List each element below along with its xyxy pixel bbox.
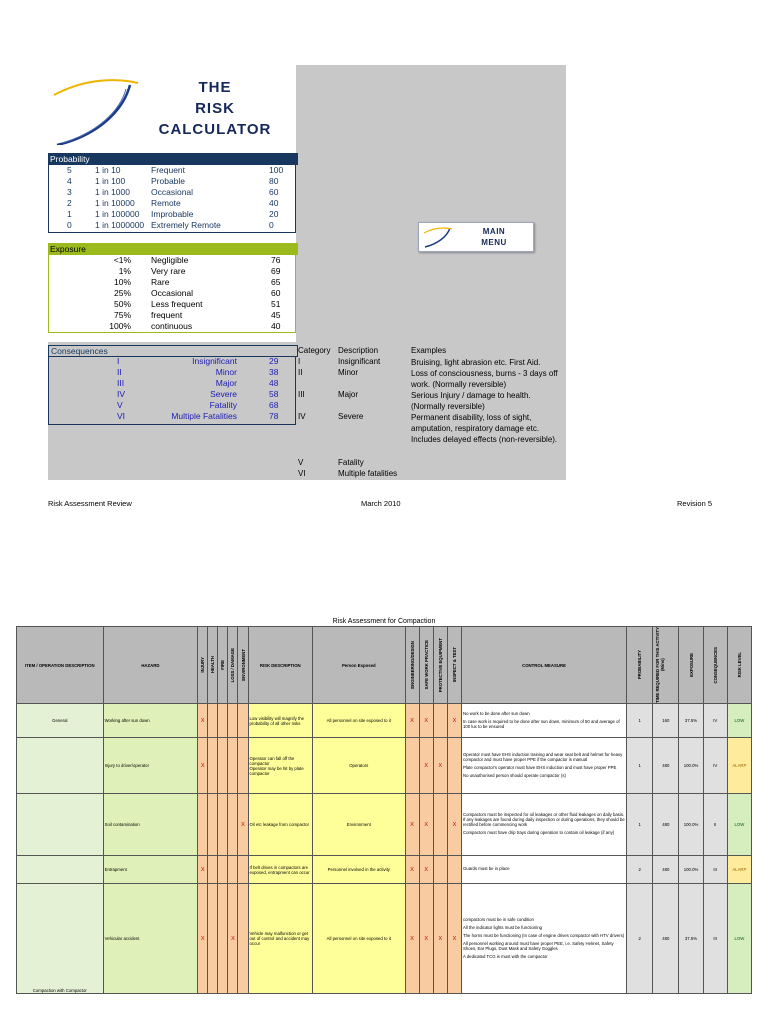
consequences-table xyxy=(48,356,296,425)
probability-odds: 1 in 1000000 xyxy=(95,220,145,230)
risk-description-cell: If belt drives in compactors are exposed, entrapment can occur xyxy=(248,856,312,884)
header-eng-cell xyxy=(405,627,419,704)
header-probability: PROBABILITY xyxy=(637,650,643,680)
exposure-cell: 100.0% xyxy=(679,738,703,794)
exposure-label: Occasional xyxy=(151,288,194,298)
control-measure-line: All the indicator lights must be functioning xyxy=(462,924,543,930)
footer-center: March 2010 xyxy=(361,499,401,508)
header-inspect-cell xyxy=(447,627,461,704)
header-probability-cell xyxy=(627,627,653,704)
category-numeral: II xyxy=(298,368,303,377)
header-person-exposed: Person Exposed xyxy=(312,627,405,704)
consequence-label: Multiple Fatalities xyxy=(171,411,237,421)
exposure-label: Very rare xyxy=(151,266,186,276)
exposure-label: Less frequent xyxy=(151,299,203,309)
loss-mark: X xyxy=(228,884,238,994)
header-risk-level: RISK LEVEL xyxy=(736,652,742,678)
exposure-percent: <1% xyxy=(113,255,131,265)
risk-description-cell: Operator can fall off the compactor Operator may be hit by plate compactor xyxy=(248,738,312,794)
exposure-table xyxy=(48,255,296,333)
health-mark xyxy=(208,738,218,794)
insp-mark xyxy=(447,738,461,794)
header-loss: LOSS / DAMAGE xyxy=(230,647,236,683)
exposure-value: 40 xyxy=(271,321,281,331)
eng-mark: X xyxy=(405,856,419,884)
swoosh-icon xyxy=(423,226,453,248)
category-numeral: VI xyxy=(298,469,306,478)
header-environment: ENVIRONMENT xyxy=(240,649,246,681)
header-consequences: CONSEQUENCES xyxy=(712,646,718,684)
probability-cell: 2 xyxy=(627,856,653,884)
category-numeral: I xyxy=(298,357,301,366)
swp-mark: X xyxy=(419,856,433,884)
control-measure-line: The horns must be functioning (In case of engine drives compactor with HTV drivers) xyxy=(462,932,625,938)
header-inspect-test: INSPECT & TEST xyxy=(451,647,457,683)
control-measure-cell xyxy=(461,884,626,994)
exposure-label: Negligible xyxy=(151,255,189,265)
consequence-label: Severe xyxy=(210,389,237,399)
header-health: HEALTH xyxy=(210,656,216,674)
category-description: Severe xyxy=(338,412,364,421)
health-mark xyxy=(208,884,218,994)
header-item: ITEM / OPERATION DESCRIPTION xyxy=(17,627,104,704)
item-cell xyxy=(17,856,104,884)
control-measure-line: Guards must be in place xyxy=(462,866,510,871)
eng-mark: X xyxy=(405,704,419,738)
consequence-roman: V xyxy=(117,400,123,410)
consequence-value: 58 xyxy=(269,389,279,399)
exposure-value: 45 xyxy=(271,310,281,320)
probability-table xyxy=(48,165,296,233)
health-mark xyxy=(208,794,218,856)
fire-mark xyxy=(218,856,228,884)
probability-cell: 2 xyxy=(627,884,653,994)
header-fire: FIRE xyxy=(220,660,226,670)
main-menu-label xyxy=(467,226,521,248)
title-line-1: THE xyxy=(198,79,232,96)
header-exposure: EXPOSURE xyxy=(688,653,694,677)
item-cell xyxy=(17,794,104,856)
item-cell xyxy=(17,738,104,794)
consequence-roman: VI xyxy=(117,411,126,421)
injury-mark: X xyxy=(198,884,208,994)
header-exposure-cell xyxy=(679,627,703,704)
ppe-mark xyxy=(433,794,447,856)
swoosh-logo-icon xyxy=(52,75,142,145)
exposure-percent: 25% xyxy=(113,288,131,298)
consequence-roman: IV xyxy=(117,389,126,399)
probability-cell: 1 xyxy=(627,794,653,856)
time-cell: 480 xyxy=(653,738,679,794)
probability-row xyxy=(49,187,295,198)
category-numeral: V xyxy=(298,458,304,467)
probability-odds: 1 in 1000 xyxy=(95,187,130,197)
control-measure-line: compactors must be in safe condition xyxy=(462,916,534,922)
category-description: Minor xyxy=(338,368,359,377)
footer-right: Revision 5 xyxy=(677,499,713,508)
person-exposed-cell: All personnel on site exposed to it xyxy=(312,884,405,994)
consequence-roman: I xyxy=(117,356,120,366)
person-exposed-cell: Operators xyxy=(312,738,405,794)
header-loss-cell xyxy=(228,627,238,704)
injury-mark: X xyxy=(198,738,208,794)
ppe-mark: X xyxy=(433,738,447,794)
time-cell: 160 xyxy=(653,704,679,738)
loss-mark xyxy=(228,856,238,884)
injury-mark: X xyxy=(198,856,208,884)
probability-value: 100 xyxy=(269,165,284,175)
exposure-row xyxy=(49,266,295,277)
control-measure-cell xyxy=(461,704,626,738)
hazard-cell: Entrapment xyxy=(103,856,198,884)
probability-label: Improbable xyxy=(151,209,194,219)
loss-mark xyxy=(228,794,238,856)
fire-mark xyxy=(218,704,228,738)
probability-value: 0 xyxy=(269,220,274,230)
header-ppe-cell xyxy=(433,627,447,704)
main-menu-line-2: MENU xyxy=(481,238,507,247)
probability-odds: 1 in 10 xyxy=(95,165,121,175)
header-safe-work-practice: SAFE WORK PRACTICE xyxy=(423,640,429,690)
ppe-mark xyxy=(433,704,447,738)
exposure-heading: Exposure xyxy=(48,243,298,255)
exposure-row xyxy=(49,310,295,321)
probability-cell: 1 xyxy=(627,704,653,738)
risk-assessment-table xyxy=(16,626,752,994)
table-row xyxy=(17,856,752,884)
consequence-roman: III xyxy=(117,378,125,388)
control-measure-line: A dedicated TCG is must with the compactor xyxy=(462,953,548,959)
env-mark: X xyxy=(238,794,248,856)
eng-mark xyxy=(405,738,419,794)
header-protective-equipment: PROTECTIVE EQUIPMENT xyxy=(437,637,443,693)
consequence-cell: II xyxy=(703,794,727,856)
control-measure-line: No work to be done after sun down xyxy=(462,710,530,716)
header-fire-cell xyxy=(218,627,228,704)
consequence-cell: III xyxy=(703,884,727,994)
control-measure-line: No unauthorised person should operate compactor (s) xyxy=(462,772,566,778)
exposure-percent: 75% xyxy=(113,310,131,320)
consequence-value: 38 xyxy=(269,367,279,377)
description-col-header: Description xyxy=(338,346,379,355)
control-measure-cell xyxy=(461,856,626,884)
probability-row xyxy=(49,209,295,220)
probability-value: 60 xyxy=(269,187,279,197)
main-menu-button[interactable] xyxy=(418,222,534,252)
hazard-cell: Soil contamination xyxy=(103,794,198,856)
ppe-mark: X xyxy=(433,884,447,994)
category-example: Permanent disability, loss of sight, amputation, respiratory damage etc. Includes delayed effects (non-reversible). xyxy=(411,413,558,444)
probability-value: 80 xyxy=(269,176,279,186)
category-description: Insignificant xyxy=(338,357,381,366)
consequence-value: 68 xyxy=(269,400,279,410)
consequence-value: 48 xyxy=(269,378,279,388)
swp-mark: X xyxy=(419,884,433,994)
exposure-value: 69 xyxy=(271,266,281,276)
person-exposed-cell: All personnel on site exposed to it xyxy=(312,704,405,738)
assessment-body xyxy=(17,704,752,994)
header-swp-cell xyxy=(419,627,433,704)
time-cell: 480 xyxy=(653,856,679,884)
header-control-measure: CONTROL MEASURE xyxy=(461,627,626,704)
exposure-row xyxy=(49,288,295,299)
header-time-cell xyxy=(653,627,679,704)
title-line-3: CALCULATOR xyxy=(158,121,272,138)
insp-mark: X xyxy=(447,884,461,994)
control-measure-cell xyxy=(461,738,626,794)
category-numeral: III xyxy=(298,390,305,399)
eng-mark: X xyxy=(405,884,419,994)
control-measure-cell xyxy=(461,794,626,856)
consequence-roman: II xyxy=(117,367,122,377)
injury-mark xyxy=(198,794,208,856)
probability-score: 2 xyxy=(67,198,72,208)
swp-mark: X xyxy=(419,794,433,856)
insp-mark: X xyxy=(447,704,461,738)
probability-odds: 1 in 10000 xyxy=(95,198,135,208)
assessment-title: Risk Assessment for Compaction xyxy=(332,618,436,625)
person-exposed-cell: Environment xyxy=(312,794,405,856)
hazard-cell: Working after sun down xyxy=(103,704,198,738)
risk-description-cell: Vehicle may malfunction or get out of control and accident may occur xyxy=(248,884,312,994)
examples-col-header: Examples xyxy=(411,346,447,355)
exposure-label: frequent xyxy=(151,310,183,320)
probability-score: 0 xyxy=(67,220,72,230)
swp-mark: X xyxy=(419,738,433,794)
hazard-cell: Vehicular accident xyxy=(103,884,198,994)
consequences-heading: Consequences xyxy=(48,345,298,357)
probability-value: 40 xyxy=(269,198,279,208)
exposure-percent: 10% xyxy=(113,277,131,287)
consequence-cell: IV xyxy=(703,738,727,794)
probability-label: Occasional xyxy=(151,187,194,197)
risk-description-cell: Low visibility will magnify the probability of all other risks xyxy=(248,704,312,738)
header-injury: INJURY xyxy=(200,657,206,673)
exposure-cell: 37.5% xyxy=(679,884,703,994)
header-hazard: HAZARD xyxy=(103,627,198,704)
exposure-cell: 100.0% xyxy=(679,856,703,884)
consequence-label: Major xyxy=(215,378,237,388)
category-description: Multiple fatalities xyxy=(338,469,398,478)
time-cell: 480 xyxy=(653,884,679,994)
consequence-label: Insignificant xyxy=(192,356,237,366)
exposure-value: 65 xyxy=(271,277,281,287)
exposure-value: 51 xyxy=(271,299,281,309)
category-example: Bruising, light abrasion etc. First Aid. xyxy=(411,358,541,367)
ppe-mark xyxy=(433,856,447,884)
env-mark xyxy=(238,884,248,994)
probability-row xyxy=(49,176,295,187)
loss-mark xyxy=(228,704,238,738)
header-environment-cell xyxy=(238,627,248,704)
exposure-percent: 100% xyxy=(109,321,131,331)
time-cell: 480 xyxy=(653,794,679,856)
control-measure-line: All personnel working around must have proper PEE, i.e. Safety Helmet, Safety Shoes, Ear Plugs, Dust Mask and Safety Goggles xyxy=(462,940,614,951)
probability-score: 4 xyxy=(67,176,72,186)
main-menu-line-1: MAIN xyxy=(482,227,506,236)
exposure-row xyxy=(49,255,295,266)
exposure-value: 60 xyxy=(271,288,281,298)
footer-left: Risk Assessment Review xyxy=(48,499,132,508)
header-consequences-cell xyxy=(703,627,727,704)
table-row xyxy=(17,738,752,794)
risk-level-badge: LOW xyxy=(727,884,751,994)
header-risk-description: RISK DESCRIPTION xyxy=(248,627,312,704)
consequence-row xyxy=(49,378,295,389)
consequence-label: Fatality xyxy=(209,400,237,410)
person-exposed-cell: Personnel involved in the activity xyxy=(312,856,405,884)
category-description: Major xyxy=(338,390,359,399)
control-measure-line: In case work is required to be done after sun down, minimum of 50 and average of 100 lux to be ensured xyxy=(462,718,620,729)
consequence-row xyxy=(49,400,295,411)
exposure-percent: 1% xyxy=(118,266,131,276)
fire-mark xyxy=(218,884,228,994)
exposure-row xyxy=(49,299,295,310)
control-measure-line: Operator must have EHS induction training and wear seat belt and helmet for heavy compactor and must have proper PPE if the compactor is manual xyxy=(462,751,623,762)
category-example: Loss of consciousness, burns - 3 days off work. (Normally reversible) xyxy=(411,369,558,389)
table-row xyxy=(17,794,752,856)
probability-label: Remote xyxy=(151,198,181,208)
item-cell: General xyxy=(17,704,104,738)
consequence-row xyxy=(49,411,295,422)
consequence-row xyxy=(49,367,295,378)
exposure-percent: 50% xyxy=(113,299,131,309)
probability-score: 5 xyxy=(67,165,72,175)
risk-description-cell: Oil etc leakage from compactor xyxy=(248,794,312,856)
header-risk-level-cell xyxy=(727,627,751,704)
table-header-row xyxy=(17,627,752,704)
exposure-value: 76 xyxy=(271,255,281,265)
env-mark xyxy=(238,704,248,738)
loss-mark xyxy=(228,738,238,794)
fire-mark xyxy=(218,738,228,794)
header-injury-cell xyxy=(198,627,208,704)
header-time-required: TIME REQUIRED FOR THIS ACTIVITY (Mins) xyxy=(654,627,665,703)
probability-heading: Probability xyxy=(48,153,298,165)
control-measure-line: Compactors must be inspected for oil leakages or other fluid leakages on daily basis. If any leakages are found during daily inspection or during operations, they should be rectified before commencing work xyxy=(462,812,625,827)
header-health-cell xyxy=(208,627,218,704)
env-mark xyxy=(238,738,248,794)
category-col-header: Category xyxy=(298,346,331,355)
fire-mark xyxy=(218,794,228,856)
exposure-row xyxy=(49,277,295,288)
env-mark xyxy=(238,856,248,884)
risk-level-badge: ALARP xyxy=(727,738,751,794)
exposure-row xyxy=(49,321,295,332)
probability-row xyxy=(49,220,295,231)
probability-row xyxy=(49,165,295,176)
probability-cell: 1 xyxy=(627,738,653,794)
probability-label: Frequent xyxy=(151,165,186,175)
health-mark xyxy=(208,704,218,738)
consequence-value: 78 xyxy=(269,411,279,421)
exposure-cell: 37.5% xyxy=(679,704,703,738)
category-header xyxy=(298,346,566,357)
probability-label: Extremely Remote xyxy=(151,220,221,230)
control-measure-line: Compactors must have drip trays during operation to contain oil leakage (if any) xyxy=(462,830,615,835)
probability-odds: 1 in 100 xyxy=(95,176,126,186)
category-numeral: IV xyxy=(298,412,306,421)
insp-mark xyxy=(447,856,461,884)
swp-mark: X xyxy=(419,704,433,738)
category-description: Fatality xyxy=(338,458,364,467)
title-line-2: RISK xyxy=(195,100,235,117)
category-example: Serious Injury / damage to health. (Normally reversible) xyxy=(411,391,531,411)
probability-value: 20 xyxy=(269,209,279,219)
eng-mark: X xyxy=(405,794,419,856)
injury-mark: X xyxy=(198,704,208,738)
item-cell: Compaction with Compactor xyxy=(17,884,104,994)
table-row xyxy=(17,884,752,994)
consequence-cell: IV xyxy=(703,704,727,738)
probability-row xyxy=(49,198,295,209)
consequence-label: Minor xyxy=(215,367,237,377)
hazard-cell: Injury to driver/operator xyxy=(103,738,198,794)
exposure-cell: 100.0% xyxy=(679,794,703,856)
risk-level-badge: ALARP xyxy=(727,856,751,884)
exposure-label: Rare xyxy=(151,277,170,287)
exposure-label: continuous xyxy=(151,321,193,331)
insp-mark: X xyxy=(447,794,461,856)
consequence-row xyxy=(49,356,295,367)
probability-label: Probable xyxy=(151,176,186,186)
risk-level-badge: LOW xyxy=(727,704,751,738)
consequence-row xyxy=(49,389,295,400)
probability-score: 1 xyxy=(67,209,72,219)
header-engineering: ENGINEERING/DESIGN xyxy=(409,641,415,689)
consequence-cell: III xyxy=(703,856,727,884)
probability-score: 3 xyxy=(67,187,72,197)
health-mark xyxy=(208,856,218,884)
table-row xyxy=(17,704,752,738)
risk-level-badge: LOW xyxy=(727,794,751,856)
probability-odds: 1 in 100000 xyxy=(95,209,140,219)
control-measure-line: Plate compactor's operator must have EHS induction and must have proper PPE xyxy=(462,764,617,770)
consequence-value: 29 xyxy=(269,356,279,366)
